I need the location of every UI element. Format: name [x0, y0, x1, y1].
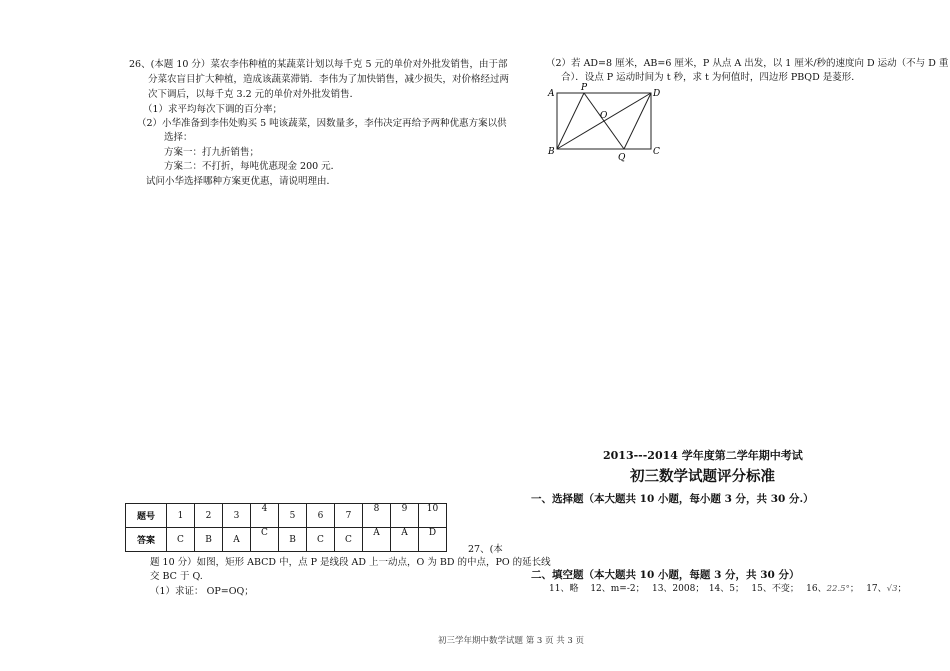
label-c: C	[653, 147, 660, 157]
table-number-cell: 1	[167, 504, 195, 528]
fill-answers-17-prefix: ； 17、	[849, 584, 887, 594]
fill-answer-16: 22.5°	[826, 584, 850, 594]
table-answer-cell: C	[251, 528, 279, 552]
table-number-cell: 9	[391, 504, 419, 528]
table-number-cell: 6	[307, 504, 335, 528]
q26-line: 方案二：不打折，每吨优惠现金 200 元．	[164, 161, 341, 172]
page-footer: 初三学年期中数学试题 第 3 页 共 3 页	[438, 636, 585, 646]
table-header-label: 题号	[126, 504, 167, 528]
fill-answers-11-16: 11、略 12、m=-2； 13、2008； 14、5； 15、不变； 16、	[549, 584, 827, 594]
q26-line: （2）小华准备到李伟处购买 5 吨该蔬菜，因数量多，李伟决定再给予两种优惠方案以供	[137, 118, 507, 129]
q26-line: （1）求平均每次下调的百分率；	[143, 104, 283, 115]
table-answer-cell: A	[391, 528, 419, 552]
table-number-cell: 4	[251, 504, 279, 528]
q26-line: 试问小华选择哪种方案更优惠，请说明理由．	[146, 176, 337, 187]
section-fill-heading: 二、填空题（本大题共 10 小题，每题 3 分，共 30 分）	[531, 569, 800, 581]
rectangle-figure	[546, 82, 666, 166]
table-answer-cell: C	[307, 528, 335, 552]
label-p: P	[581, 83, 588, 93]
q26-line: 方案一：打九折销售；	[164, 147, 260, 158]
table-number-cell: 10	[419, 504, 447, 528]
table-header-row	[126, 504, 447, 528]
table-answer-cell: C	[167, 528, 195, 552]
fill-answers-line	[549, 583, 907, 595]
table-number-cell: 8	[363, 504, 391, 528]
q26-line: 26、(本题 10 分）菜农李伟种植的某蔬菜计划以每千克 5 元的单价对外批发销售，由于部	[129, 59, 508, 70]
table-number-cell: 7	[335, 504, 363, 528]
label-a: A	[548, 89, 555, 99]
q27-line: （1）求证： OP=OQ；	[150, 586, 254, 597]
q26-line: 选择：	[164, 132, 193, 143]
table-answer-label: 答案	[126, 528, 167, 552]
table-answer-cell: B	[279, 528, 307, 552]
q27-line: 27、(本	[468, 544, 503, 555]
q26-line: 分菜农盲目扩大种植，造成该蔬菜滞销．李伟为了加快销售，减少损失，对价格经过两	[148, 74, 510, 85]
table-answer-cell: D	[419, 528, 447, 552]
segment-pq	[584, 93, 624, 149]
label-d: D	[653, 89, 661, 99]
label-b: B	[548, 147, 555, 157]
table-answer-cell: B	[195, 528, 223, 552]
choice-answer-table	[125, 503, 447, 552]
table-answer-cell: A	[363, 528, 391, 552]
q27-part2-line: （2）若 AD=8 厘米，AB=6 厘米，P 从点 A 出发，以 1 厘米/秒的速度向 D 运动（不与 D 重	[546, 58, 949, 69]
q26-line: 次下调后，以每千克 3.2 元的单价对外批发销售．	[148, 89, 360, 100]
table-number-cell: 3	[223, 504, 251, 528]
label-q: Q	[618, 153, 626, 163]
label-o: O	[600, 111, 608, 121]
answer-key-title: 2013---2014 学年度第二学年期中考试	[603, 449, 803, 462]
q27-line: 交 BC 于 Q.	[150, 571, 203, 582]
section-choice-heading: 一、选择题（本大题共 10 小题，每小题 3 分，共 30 分.）	[531, 493, 814, 505]
table-answer-cell: C	[335, 528, 363, 552]
table-answer-cell: A	[223, 528, 251, 552]
answer-key-subtitle: 初三数学试题评分标准	[630, 468, 775, 485]
q27-part2-line: 合）．设点 P 运动时间为 t 秒，求 t 为何值时，四边形 PBQD 是菱形．	[561, 72, 861, 83]
table-number-cell: 2	[195, 504, 223, 528]
q27-line: 题 10 分）如图，矩形 ABCD 中，点 P 是线段 AD 上一动点，O 为 BD 的中点，PO 的延长线	[150, 557, 551, 568]
fill-answers-17-suffix: ；	[897, 584, 907, 594]
fill-answer-17: √3	[886, 584, 898, 594]
table-answer-row	[126, 528, 447, 552]
table-number-cell: 5	[279, 504, 307, 528]
